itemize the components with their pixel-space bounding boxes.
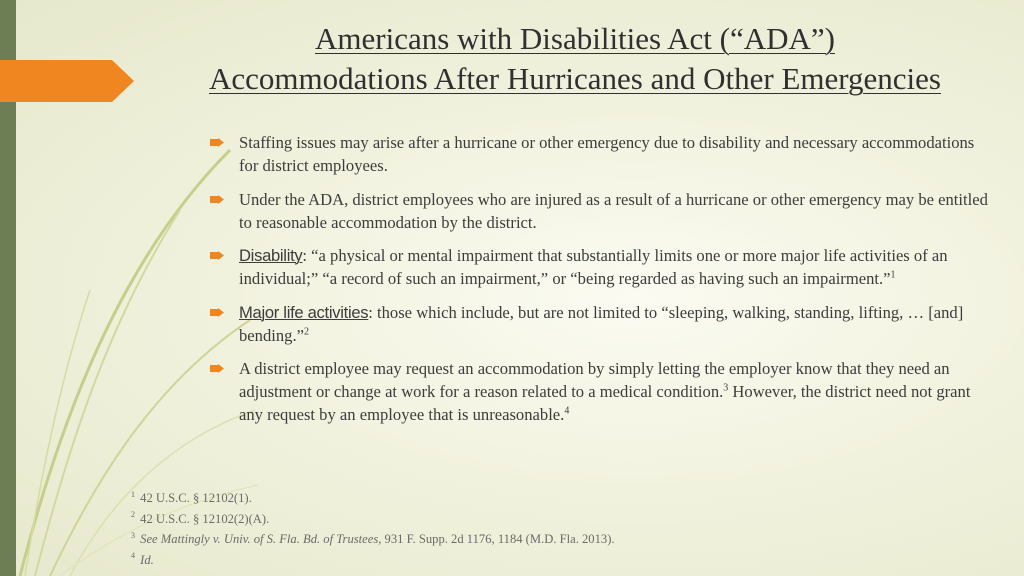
bullet-list (210, 131, 990, 437)
defined-term: Major life activities (239, 302, 369, 322)
footnote-ref: 4 (564, 405, 570, 417)
footnote-ref: 3 (723, 382, 729, 394)
footnote-ref: 1 (890, 269, 896, 281)
footnote-text: 42 U.S.C. § 12102(2)(A). (137, 511, 270, 526)
arrow-bullet-icon (210, 138, 224, 147)
case-citation: Id. (140, 552, 154, 567)
footnote-text: 42 U.S.C. § 12102(1). (137, 491, 252, 505)
footnote (131, 529, 615, 550)
bullet-item (210, 244, 990, 290)
footnote-number: 3 (131, 530, 135, 540)
footnote (131, 488, 615, 509)
arrow-bullet-icon (210, 308, 224, 317)
bullet-text: : those which include, but are not limited to “sleeping, walking, standing, lifting, … [and] bending.” (239, 302, 964, 345)
bullet-item (210, 301, 990, 347)
footnote (131, 550, 615, 571)
orange-arrow-tab (0, 60, 134, 102)
bullet-text: Under the ADA, district employees who are injured as a result of a hurricane or other emergency may be entitled to reasonable accommodation by the district. (239, 189, 988, 232)
bullet-text: : “a physical or mental impairment that substantially limits one or more major life activities of an individual;” “a record of such an impairment,” or “being regarded as having such an impairment.” (239, 246, 948, 288)
slide-title-line1: Americans with Disabilities Act (“ADA”) (315, 21, 835, 56)
bullet-text: A district employee may request an accommodation by simply letting the employer know that they need an adjustment or change at work for a reason related to a medical condition. (239, 359, 950, 401)
slide-title-line2: Accommodations After Hurricanes and Other Emergencies (209, 61, 941, 96)
footnote-number: 2 (131, 510, 135, 520)
bullet-text: Staffing issues may arise after a hurricane or other emergency due to disability and necessary accommodations for district employees. (239, 133, 975, 175)
footnote-text: , 931 F. Supp. 2d 1176, 1184 (M.D. Fla. 2013). (378, 532, 615, 546)
footnote-number: 1 (131, 489, 135, 499)
arrow-bullet-icon (210, 364, 224, 373)
bullet-item (210, 131, 990, 177)
defined-term: Disability (239, 246, 303, 265)
footnote-ref: 2 (303, 325, 309, 337)
arrow-bullet-icon (210, 251, 224, 260)
footnotes (131, 488, 615, 570)
footnote (131, 509, 615, 530)
bullet-item (210, 188, 990, 234)
case-citation: See Mattingly v. Univ. of S. Fla. Bd. of Trustees (140, 532, 379, 546)
footnote-number: 4 (131, 551, 135, 561)
bullet-text: However, the district need not grant any request by an employee that is unreasonable. (239, 382, 971, 424)
arrow-bullet-icon (210, 195, 224, 204)
bullet-item (210, 357, 990, 426)
